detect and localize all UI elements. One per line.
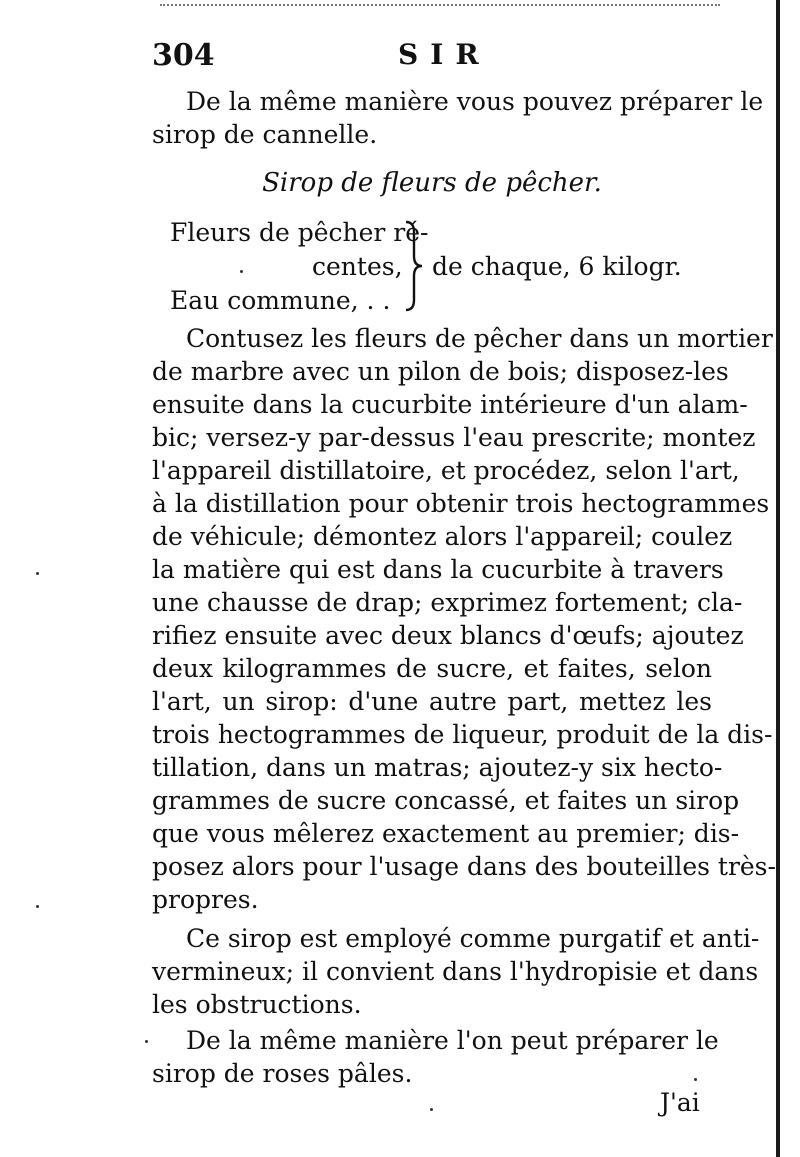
running-head: SIR (398, 38, 491, 71)
page-number: 304 (152, 38, 215, 73)
ingredient-line: Fleurs de pêcher ré- (170, 218, 429, 247)
text-line: grammes de sucre concassé, et faites un sirop (152, 786, 740, 815)
scan-speck (694, 1078, 697, 1081)
page-top-edge (160, 4, 720, 6)
ingredient-line: centes, (312, 252, 403, 281)
text-line: de marbre avec un pilon de bois; disposez-les (152, 357, 729, 386)
recipe-ingredients (170, 218, 730, 318)
text-line: à la distillation pour obtenir trois hectogrammes (152, 489, 770, 518)
text-line: propres. (152, 885, 259, 914)
text-line: ensuite dans la cucurbite intérieure d'un alam- (152, 390, 748, 419)
scan-speck (145, 1040, 148, 1043)
text-line: l'appareil distillatoire, et procédez, selon l'art, (152, 456, 740, 485)
brace-icon (402, 218, 426, 314)
text-line: l'art, un sirop: d'une autre part, mettez les (152, 687, 712, 716)
text-line: une chausse de drap; exprimez fortement; cla- (152, 588, 743, 617)
text-line: De la même manière l'on peut préparer le (186, 1026, 719, 1055)
text-line: la matière qui est dans la cucurbite à travers (152, 555, 724, 584)
scan-speck (430, 1108, 433, 1111)
page-header (152, 38, 712, 78)
text-line: que vous mêlerez exactement au premier; dis- (152, 819, 740, 848)
intro-line: De la même manière vous pouvez préparer le (186, 87, 764, 116)
text-line: rifiez ensuite avec deux blancs d'œufs; ajoutez (152, 621, 744, 650)
recipe-title: Sirop de fleurs de pêcher. (262, 168, 602, 198)
ingredient-line: Eau commune, . . (170, 286, 391, 315)
text-line: sirop de roses pâles. (152, 1059, 413, 1088)
text-line: trois hectogrammes de liqueur, produit de la dis- (152, 720, 773, 749)
catchword: J'ai (660, 1088, 700, 1117)
text-line: les obstructions. (152, 990, 362, 1019)
text-line: bic; versez-y par-dessus l'eau prescrite; montez (152, 423, 756, 452)
text-line: de véhicule; démontez alors l'appareil; coulez (152, 522, 733, 551)
text-line: tillation, dans un matras; ajoutez-y six hecto- (152, 753, 723, 782)
text-line: deux kilogrammes de sucre, et faites, selon (152, 654, 712, 683)
text-line: Ce sirop est employé comme purgatif et anti- (186, 924, 760, 953)
intro-line: sirop de cannelle. (152, 120, 378, 149)
scan-speck (36, 572, 39, 575)
text-line: vermineux; il convient dans l'hydropisie et dans (152, 957, 759, 986)
page-binding-edge (776, 0, 780, 1157)
ingredient-quantity: de chaque, 6 kilogr. (432, 252, 682, 281)
scan-speck (36, 905, 39, 908)
scan-speck (240, 270, 243, 273)
text-line: posez alors pour l'usage dans des bouteilles très- (152, 852, 776, 881)
text-line: Contusez les fleurs de pêcher dans un mortier (186, 324, 773, 353)
